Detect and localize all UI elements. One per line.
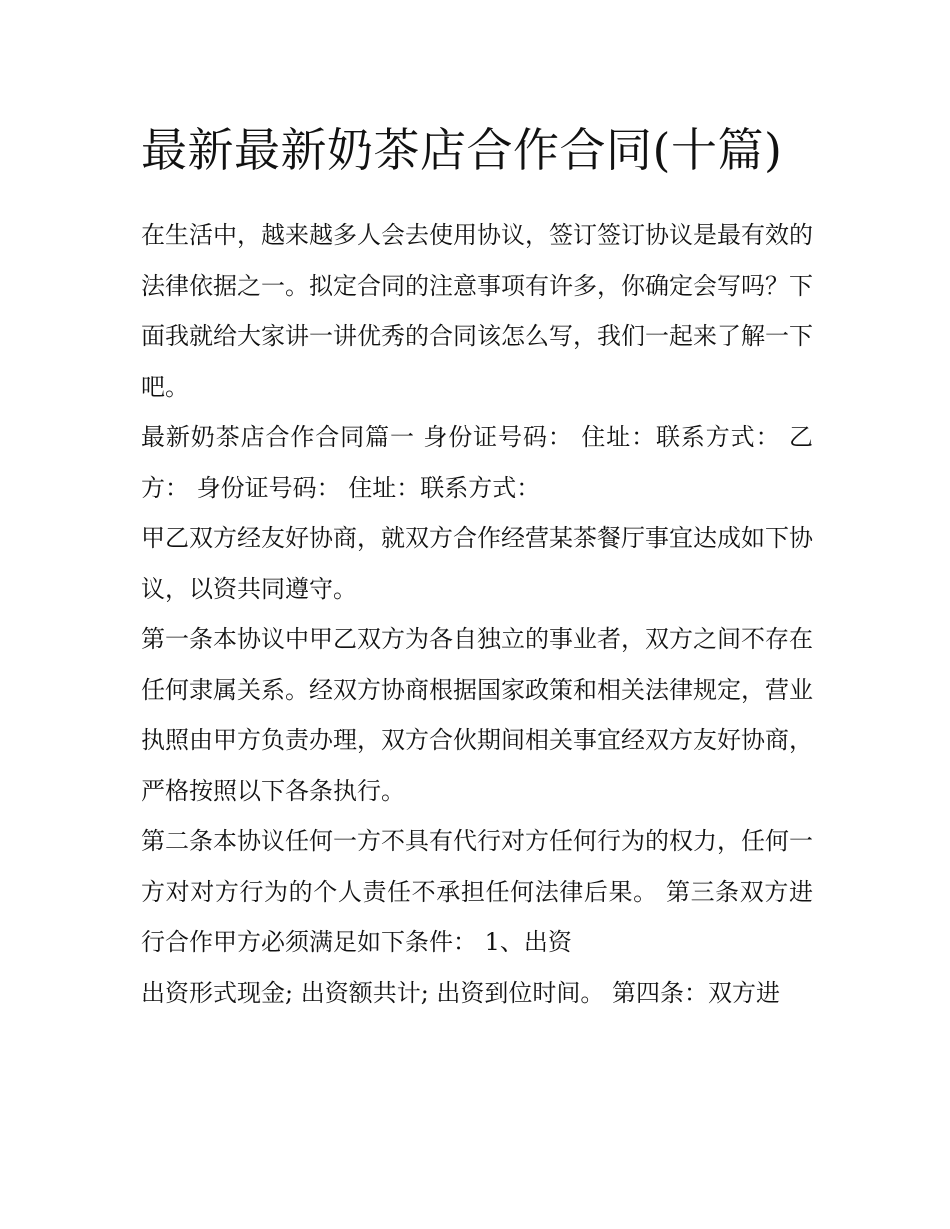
party-info-paragraph: 最新奶茶店合作合同篇一 身份证号码： 住址：联系方式： 乙方： 身份证号码： 住址：联系方式： (141, 423, 813, 502)
article-two-three-paragraph: 第二条本协议任何一方不具有代行对方任何行为的权力，任何一方对对方行为的个人责任不承担任何法律后果。 第三条双方进行合作甲方必须满足如下条件： 1、出资 (141, 827, 813, 956)
document-body (141, 112, 813, 1018)
document-title: 最新最新奶茶店合作合同(十篇) (141, 123, 783, 177)
intro-paragraph: 在生活中，越来越多人会去使用协议，签订签订协议是最有效的法律依据之一。拟定合同的注意事项有许多，你确定会写吗？下面我就给大家讲一讲优秀的合同该怎么写，我们一起来了解一下吧。 (141, 221, 813, 401)
capital-contribution-paragraph: 出资形式现金; 出资额共计; 出资到位时间。 第四条：双方进 (141, 978, 781, 1007)
agreement-paragraph: 甲乙双方经友好协商，就双方合作经营某茶餐厅事宜达成如下协议，以资共同遵守。 (141, 524, 813, 603)
article-one-paragraph: 第一条本协议中甲乙双方为各自独立的事业者，双方之间不存在任何隶属关系。经双方协商根据国家政策和相关法律规定，营业执照由甲方负责办理，双方合伙期间相关事宜经双方友好协商，严格按照以下各条执行。 (141, 625, 813, 805)
